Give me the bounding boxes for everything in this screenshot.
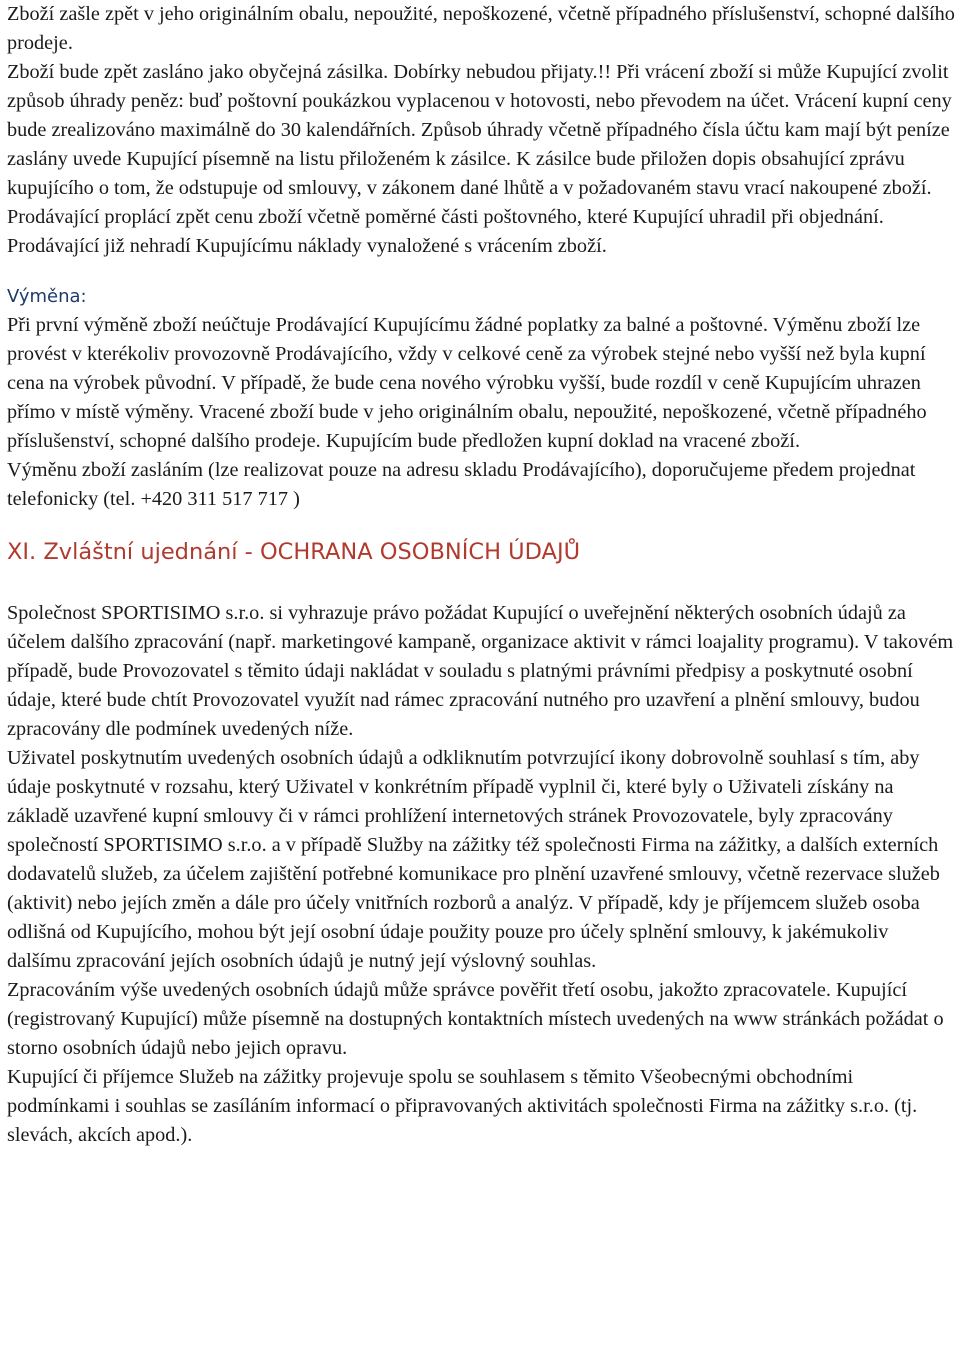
returns-paragraph-3: Prodávající proplácí zpět cenu zboží včetně poměrné části poštovného, které Kupující uhradil při objednání. Prodávající již nehradí Kupujícímu náklady vynaložené s vrácením zboží.	[7, 206, 884, 257]
document-page	[7, 0, 955, 1150]
returns-section	[7, 0, 955, 261]
personal-data-paragraph-4: Kupující či příjemce Služeb na zážitky projevuje spolu se souhlasem s těmito Všeobecnými obchodními podmínkami i souhlas se zasíláním informací o připravovaných aktivitách společnosti Firma na zážitky s.r.o. (tj. slevách, akcích apod.).	[7, 1066, 918, 1146]
section-xi-title: XI. Zvláštní ujednání - OCHRANA OSOBNÍCH ÚDAJŮ	[7, 539, 581, 565]
exchange-paragraph-2: Výměnu zboží zasláním (lze realizovat pouze na adresu skladu Prodávajícího), doporučujeme předem projednat telefonicky (tel. +420 311 517 717 )	[7, 459, 916, 510]
returns-paragraph-2: Zboží bude zpět zasláno jako obyčejná zásilka. Dobírky nebudou přijaty.!! Při vrácení zboží si může Kupující zvolit způsob úhrady peněz: buď poštovní poukázkou vyplacenou v hotovosti, nebo převodem na účet. Vrácení kupní ceny bude zrealizováno maximálně do 30 kalendářních. Způsob úhrady včetně případného čísla účtu kam mají být peníze zaslány uvede Kupující písemně na listu přiloženém k zásilce. K zásilce bude přiložen dopis obsahující zprávu kupujícího o tom, že odstupuje od smlouvy, v zákonem dané lhůtě a v požadovaném stavu vrací nakoupené zboží.	[7, 61, 952, 199]
exchange-section	[7, 283, 955, 514]
returns-paragraph-1: Zboží zašle zpět v jeho originálním obalu, nepoužité, nepoškozené, včetně případného příslušenství, schopné dalšího prodeje.	[7, 3, 955, 54]
personal-data-paragraph-2: Uživatel poskytnutím uvedených osobních údajů a odkliknutím potvrzující ikony dobrovolně souhlasí s tím, aby údaje poskytnuté v rozsahu, který Uživatel v konkrétním případě vyplnil či, které byly o Uživateli získány na základě uzavřené kupní smlouvy či v rámci prohlížení internetových stránek Provozovatele, byly zpracovány společností SPORTISIMO s.r.o. a v případě Služby na zážitky též společnosti Firma na zážitky, a dalších externích dodavatelů služeb, za účelem zajištění potřebné komunikace pro plnění uzavřené smlouvy, včetně rezervace služeb (aktivit) nebo jejích změn a dále pro účely vnitřních rozborů a analýz. V případě, kdy je příjemcem služeb osoba odlišná od Kupujícího, mohou být její osobní údaje použity pouze pro účely splnění smlouvy, k jakémukoliv dalšímu zpracování jejích osobních údajů je nutný její výslovný souhlas.	[7, 747, 940, 972]
exchange-heading: Výměna:	[7, 286, 87, 307]
personal-data-section	[7, 536, 955, 1150]
personal-data-paragraph-3: Zpracováním výše uvedených osobních údajů může správce pověřit třetí osobu, jakožto zpracovatele. Kupující (registrovaný Kupující) může písemně na dostupných kontaktních místech uvedených na www stránkách požádat o storno osobních údajů nebo jejich opravu.	[7, 979, 944, 1059]
personal-data-paragraph-1: Společnost SPORTISIMO s.r.o. si vyhrazuje právo požádat Kupující o uveřejnění některých osobních údajů za účelem dalšího zpracování (např. marketingové kampaně, organizace aktivit v rámci loajality programu). V takovém případě, bude Provozovatel s těmito údaji nakládat v souladu s platnými právními předpisy a poskytnuté osobní údaje, které bude chtít Provozovatel využít nad rámec zpracování nutného pro uzavření a plnění smlouvy, budou zpracovány dle podmínek uvedených níže.	[7, 602, 954, 740]
exchange-paragraph-1: Při první výměně zboží neúčtuje Prodávající Kupujícímu žádné poplatky za balné a poštovné. Výměnu zboží lze provést v kterékoliv provozovně Prodávajícího, vždy v celkové ceně za výrobek stejné nebo vyšší než byla kupní cena na výrobek původní. V případě, že bude cena nového výrobku vyšší, bude rozdíl v ceně Kupujícím uhrazen přímo v místě výměny. Vracené zboží bude v jeho originálním obalu, nepoužité, nepoškozené, včetně případného příslušenství, schopné dalšího prodeje. Kupujícím bude předložen kupní doklad na vracené zboží.	[7, 314, 927, 452]
